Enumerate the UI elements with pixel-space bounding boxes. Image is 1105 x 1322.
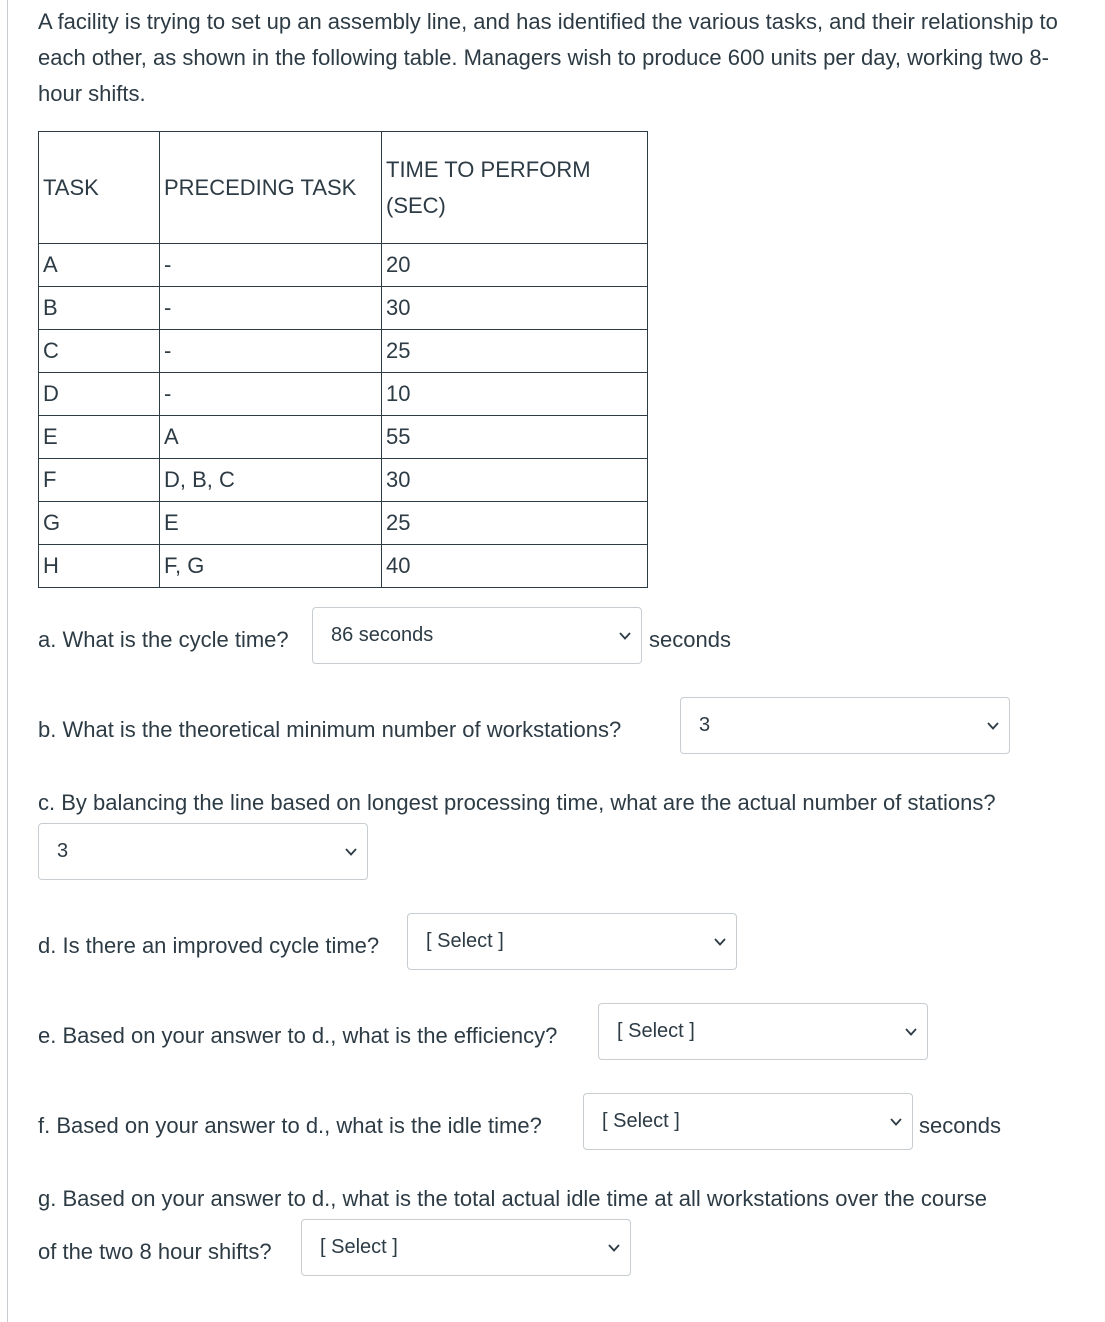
table-row — [39, 459, 648, 502]
table-row — [39, 244, 648, 287]
cell-task: G — [39, 502, 160, 545]
idle-time-dropdown[interactable] — [583, 1093, 913, 1150]
question-g-label-line2: of the two 8 hour shifts? — [38, 1239, 272, 1264]
cell-task: C — [39, 330, 160, 373]
cell-time: 20 — [382, 244, 648, 287]
cell-preceding: A — [160, 416, 382, 459]
dropdown-value: 3 — [57, 840, 69, 862]
dropdown-value: [ Select ] — [617, 1020, 695, 1042]
cell-task: B — [39, 287, 160, 330]
chevron-down-icon — [714, 936, 726, 948]
question-intro: A facility is trying to set up an assembly line, and has identified the various tasks, and their relationship to each other, as shown in the following table. Managers wish to produce 600 units per day, working two 8-hour shifts. — [38, 9, 1058, 106]
chevron-down-icon — [890, 1116, 902, 1128]
table-header-row — [39, 132, 648, 244]
cycle-time-dropdown[interactable] — [312, 607, 642, 664]
improved-cycle-time-dropdown[interactable] — [407, 913, 737, 970]
cell-preceding: D, B, C — [160, 459, 382, 502]
cell-preceding: E — [160, 502, 382, 545]
dropdown-value: 3 — [699, 714, 711, 736]
table-row — [39, 416, 648, 459]
cell-time: 55 — [382, 416, 648, 459]
cell-preceding: - — [160, 373, 382, 416]
cell-task: F — [39, 459, 160, 502]
dropdown-value: [ Select ] — [426, 930, 504, 952]
chevron-down-icon — [608, 1242, 620, 1254]
question-a-unit: seconds — [649, 627, 731, 652]
chevron-down-icon — [905, 1026, 917, 1038]
actual-stations-dropdown[interactable] — [38, 823, 368, 880]
cell-preceding: F, G — [160, 545, 382, 588]
header-time: TIME TO PERFORM (SEC) — [382, 132, 648, 244]
total-idle-time-dropdown[interactable] — [301, 1219, 631, 1276]
efficiency-dropdown[interactable] — [598, 1003, 928, 1060]
table-row — [39, 545, 648, 588]
cell-time: 40 — [382, 545, 648, 588]
question-f-label: f. Based on your answer to d., what is the idle time? — [38, 1113, 542, 1138]
chevron-down-icon — [345, 846, 357, 858]
table-row — [39, 502, 648, 545]
cell-time: 10 — [382, 373, 648, 416]
question-g-label-line1: g. Based on your answer to d., what is the total actual idle time at all workstations over the course — [38, 1186, 987, 1211]
table-row — [39, 287, 648, 330]
header-task: TASK — [39, 132, 160, 244]
table-row — [39, 330, 648, 373]
header-preceding-task: PRECEDING TASK — [160, 132, 382, 244]
table-row — [39, 373, 648, 416]
task-table — [38, 131, 648, 588]
question-a-label: a. What is the cycle time? — [38, 627, 289, 652]
cell-preceding: - — [160, 244, 382, 287]
left-border — [7, 0, 8, 1322]
dropdown-value: [ Select ] — [602, 1110, 680, 1132]
question-c-label: c. By balancing the line based on longest processing time, what are the actual number of stations? — [38, 790, 996, 815]
cell-preceding: - — [160, 330, 382, 373]
dropdown-value: [ Select ] — [320, 1236, 398, 1258]
cell-task: A — [39, 244, 160, 287]
min-workstations-dropdown[interactable] — [680, 697, 1010, 754]
cell-time: 30 — [382, 459, 648, 502]
cell-task: D — [39, 373, 160, 416]
chevron-down-icon — [987, 720, 999, 732]
chevron-down-icon — [619, 630, 631, 642]
cell-time: 30 — [382, 287, 648, 330]
question-b-label: b. What is the theoretical minimum number of workstations? — [38, 717, 622, 742]
question-content — [38, 0, 1098, 1264]
question-d-label: d. Is there an improved cycle time? — [38, 933, 380, 958]
cell-preceding: - — [160, 287, 382, 330]
cell-time: 25 — [382, 330, 648, 373]
dropdown-value: 86 seconds — [331, 624, 434, 646]
cell-task: E — [39, 416, 160, 459]
cell-task: H — [39, 545, 160, 588]
question-f-unit: seconds — [919, 1113, 1001, 1138]
cell-time: 25 — [382, 502, 648, 545]
question-e-label: e. Based on your answer to d., what is the efficiency? — [38, 1023, 558, 1048]
